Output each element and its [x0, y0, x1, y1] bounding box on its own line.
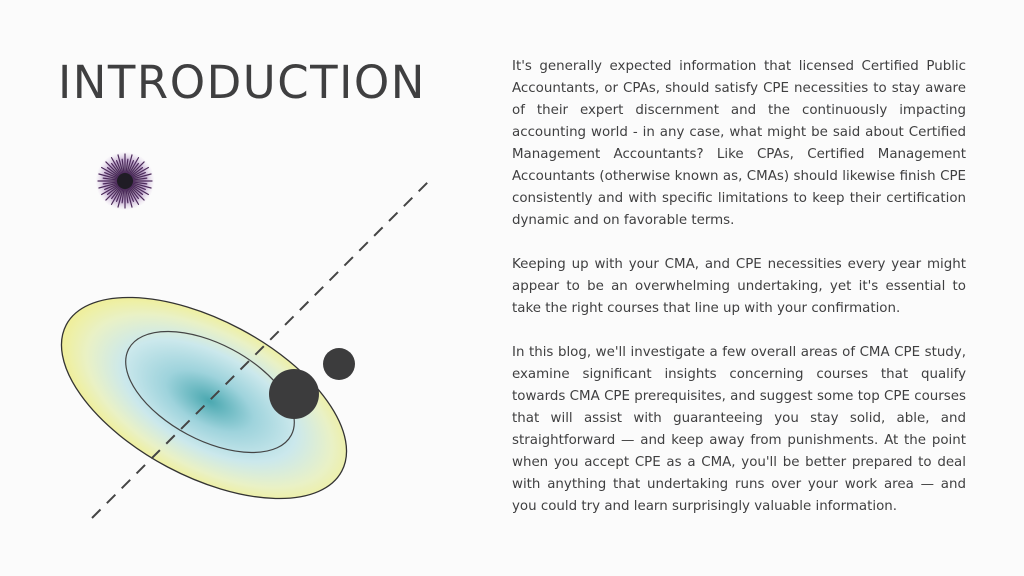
decorative-illustration [0, 140, 470, 540]
small-dark-circle [323, 348, 355, 380]
body-text [512, 56, 966, 540]
paragraph-3: In this blog, we'll investigate a few overall areas of CMA CPE study, examine significant insights concerning courses that qualify towards CMA CPE prerequisites, and suggest some top CPE courses that will assist with guaranteeing you stay solid, able, and straightforward — and keep away from punishments. At the point when you accept CPE as a CMA, you'll be better prepared to deal with anything that undertaking runs over your work area — and you could try and learn surprisingly valuable information. [512, 345, 966, 514]
large-dark-circle [269, 369, 319, 419]
paragraph-1: It's generally expected information that licensed Certified Public Accountants, or CPAs, should satisfy CPE necessities to stay aware of their expert discernment and the continuously impacting accounting world - in any case, what might be said about Certified Management Accountants? Like CPAs, Certified Management Accountants (otherwise known as, CMAs) should likewise finish CPE consistently and with specific limitations to keep their certification dynamic and on favorable terms. [512, 59, 966, 228]
paragraph-2: Keeping up with your CMA, and CPE necessities every year might appear to be an overwhelming undertaking, yet it's essential to take the right courses that line up with your confirmation. [512, 257, 966, 316]
slide-title: INTRODUCTION [58, 56, 426, 109]
gradient-ellipse [30, 256, 379, 540]
starburst-icon [96, 152, 154, 210]
